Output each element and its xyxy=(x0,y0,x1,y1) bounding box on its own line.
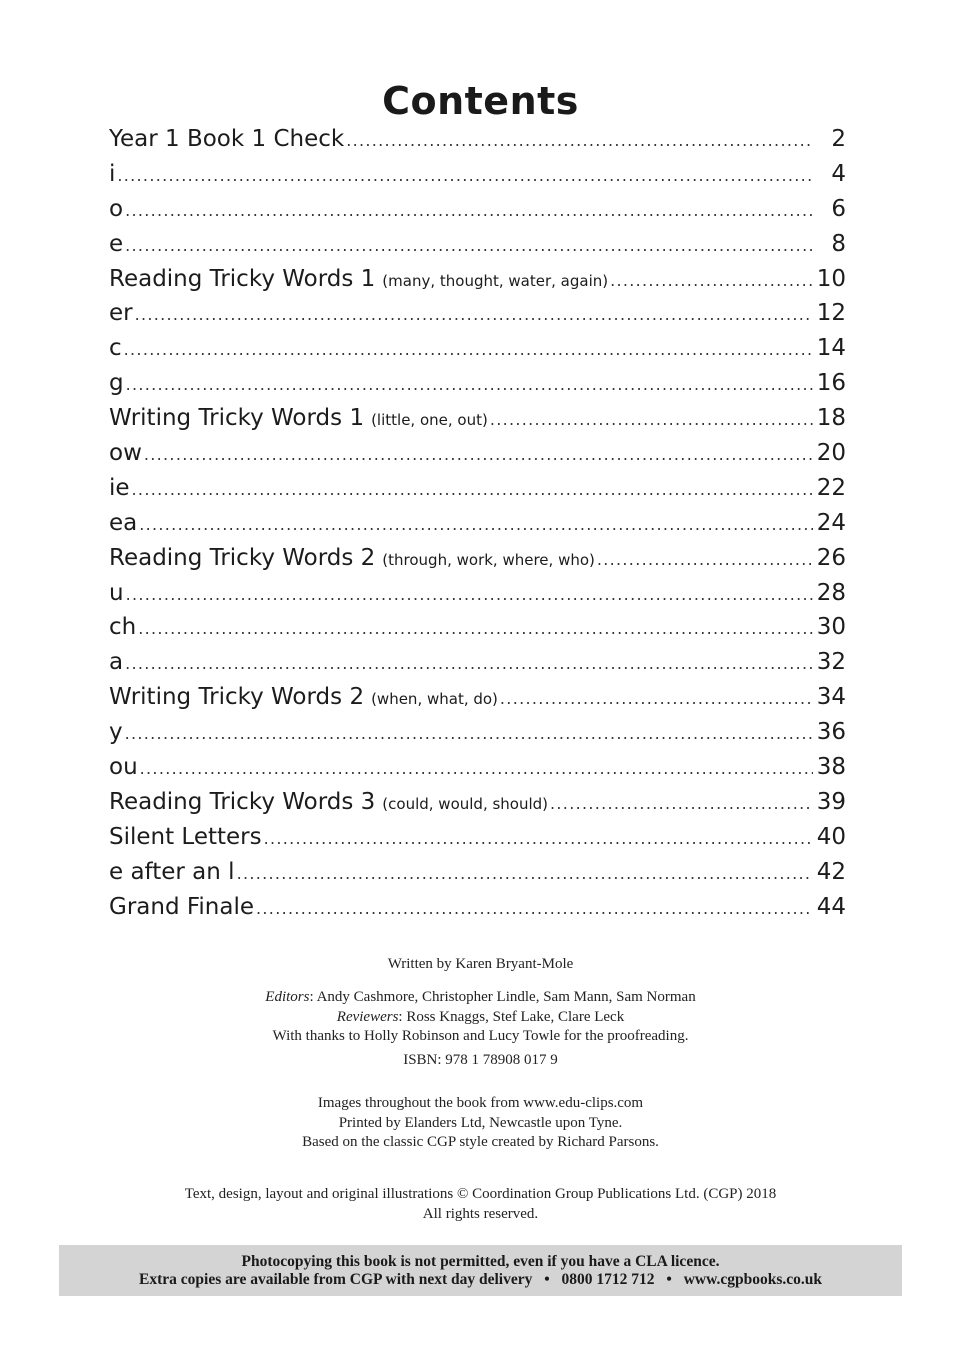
toc-entry[interactable] xyxy=(109,541,846,576)
style-credit: Based on the classic CGP style created by Richard Parsons. xyxy=(302,1134,659,1150)
dot-leader xyxy=(125,717,813,750)
toc-entry-title: ch xyxy=(109,614,137,641)
isbn: ISBN: 978 1 78908 017 9 xyxy=(403,1051,558,1068)
toc-entry-words: (many, thought, water, again) xyxy=(382,271,609,290)
toc-page-number: 6 xyxy=(831,195,846,222)
thanks-line: With thanks to Holly Robinson and Lucy Towle for the proofreading. xyxy=(272,1028,689,1044)
dot-leader xyxy=(490,403,813,436)
toc-entry[interactable] xyxy=(109,331,846,366)
toc-entry[interactable] xyxy=(109,227,846,262)
toc-page-number: 28 xyxy=(816,579,846,606)
toc-entry-title: ou xyxy=(109,754,138,781)
toc-entry[interactable] xyxy=(109,855,846,890)
author-credit xyxy=(0,955,961,975)
editors-line xyxy=(0,988,961,1008)
website-link[interactable]: www.cgpbooks.co.uk xyxy=(683,1270,822,1288)
toc-page-number: 34 xyxy=(816,684,846,711)
dot-leader xyxy=(500,682,813,715)
toc-entry[interactable] xyxy=(109,610,846,645)
toc-entry-words: (little, one, out) xyxy=(371,411,488,430)
toc-entry-title: ea xyxy=(109,509,138,536)
toc-page-number: 14 xyxy=(816,335,846,362)
toc-entry-title: c xyxy=(109,335,122,362)
dot-leader xyxy=(117,159,813,192)
toc-entry-title: g xyxy=(109,370,124,397)
photocopy-notice: Photocopying this book is not permitted, even if you have a CLA licence. xyxy=(241,1253,720,1270)
dot-leader xyxy=(256,892,813,925)
toc-entry[interactable] xyxy=(109,366,846,401)
reviewers-label: Reviewers xyxy=(336,1008,399,1025)
toc-entry-title: Writing Tricky Words 1 xyxy=(109,405,365,432)
editorial-credits xyxy=(0,988,961,1070)
toc-entry[interactable] xyxy=(109,296,846,331)
toc-page-number: 44 xyxy=(816,893,846,920)
toc-entry[interactable] xyxy=(109,506,846,541)
toc-entry-title: ow xyxy=(109,440,142,467)
toc-page-number: 38 xyxy=(816,754,846,781)
phone-number: 0800 1712 712 xyxy=(561,1270,655,1288)
toc-entry-title: Grand Finale xyxy=(109,893,255,920)
dot-leader xyxy=(550,787,813,820)
bullet-separator: • xyxy=(544,1270,550,1288)
toc-page-number: 36 xyxy=(816,719,846,746)
toc-entry[interactable] xyxy=(109,401,846,436)
order-info xyxy=(59,1271,902,1289)
toc-entry[interactable] xyxy=(109,820,846,855)
dot-leader xyxy=(135,298,813,331)
photocopy-notice-bar xyxy=(59,1245,902,1296)
toc-page-number: 16 xyxy=(816,370,846,397)
toc-entry[interactable] xyxy=(109,122,846,157)
toc-entry-title: e xyxy=(109,230,124,257)
toc-entry-title: i xyxy=(109,160,116,187)
dot-leader xyxy=(126,368,813,401)
toc-page-number: 4 xyxy=(831,160,846,187)
dot-leader xyxy=(125,647,813,680)
toc-entry[interactable] xyxy=(109,785,846,820)
toc-page-number: 2 xyxy=(831,126,846,152)
dot-leader xyxy=(124,333,813,366)
toc-entry-title: Reading Tricky Words 3 xyxy=(109,788,376,815)
rights-line: All rights reserved. xyxy=(422,1205,539,1222)
toc-entry-words: (through, work, where, who) xyxy=(382,550,595,569)
toc-entry[interactable] xyxy=(109,157,846,192)
toc-entry[interactable] xyxy=(109,436,846,471)
printer-credit: Printed by Elanders Ltd, Newcastle upon Tyne. xyxy=(338,1114,623,1131)
toc-entry-words: (could, would, should) xyxy=(382,794,549,813)
toc-entry[interactable] xyxy=(109,471,846,506)
toc-entry[interactable] xyxy=(109,645,846,680)
contents-list xyxy=(109,122,846,924)
dot-leader xyxy=(126,578,813,611)
toc-entry-words: (when, what, do) xyxy=(371,690,498,709)
reviewers-names: : Ross Knaggs, Stef Lake, Clare Leck xyxy=(398,1008,625,1025)
dot-leader xyxy=(140,752,813,785)
toc-entry-title: o xyxy=(109,195,124,222)
toc-page-number: 42 xyxy=(816,858,846,885)
dot-leader xyxy=(138,612,813,645)
bullet-separator: • xyxy=(666,1270,672,1288)
toc-page-number: 40 xyxy=(816,823,846,850)
toc-entry-title: er xyxy=(109,300,133,327)
toc-entry-title: e after an l xyxy=(109,858,235,885)
toc-page-number: 12 xyxy=(816,300,846,327)
toc-entry[interactable] xyxy=(109,680,846,715)
toc-page-number: 39 xyxy=(816,788,846,815)
toc-entry-title: ie xyxy=(109,474,130,501)
toc-entry[interactable] xyxy=(109,262,846,297)
toc-entry-title: Reading Tricky Words 1 xyxy=(109,265,376,292)
toc-entry[interactable] xyxy=(109,576,846,611)
toc-page-number: 20 xyxy=(816,440,846,467)
toc-page-number: 24 xyxy=(816,509,846,536)
extra-copies-text: Extra copies are available from CGP with next day delivery xyxy=(139,1270,533,1288)
toc-page-number: 8 xyxy=(831,230,846,257)
toc-page-number: 10 xyxy=(816,265,846,292)
dot-leader xyxy=(132,473,813,506)
dot-leader xyxy=(144,438,813,471)
toc-page-number: 18 xyxy=(816,405,846,432)
dot-leader xyxy=(264,822,813,855)
toc-entry[interactable] xyxy=(109,192,846,227)
dot-leader xyxy=(237,857,813,890)
page-title: Contents xyxy=(382,79,579,124)
editors-names: : Andy Cashmore, Christopher Lindle, Sam Mann, Sam Norman xyxy=(309,989,696,1005)
dot-leader xyxy=(139,508,813,541)
toc-entry-title: Year 1 Book 1 Check xyxy=(109,126,345,152)
toc-entry[interactable] xyxy=(109,890,846,925)
written-by: Written by Karen Bryant-Mole xyxy=(387,956,574,972)
dot-leader xyxy=(125,229,813,262)
toc-page-number: 32 xyxy=(816,649,846,676)
dot-leader xyxy=(125,194,813,227)
toc-entry-title: Silent Letters xyxy=(109,823,262,850)
dot-leader xyxy=(597,543,813,576)
dot-leader xyxy=(346,124,813,157)
dot-leader xyxy=(610,264,813,297)
toc-entry[interactable] xyxy=(109,750,846,785)
toc-entry-title: Writing Tricky Words 2 xyxy=(109,684,365,711)
copyright-notice xyxy=(0,1185,961,1224)
toc-entry-title: a xyxy=(109,649,124,676)
images-credit: Images throughout the book from www.edu-clips.com xyxy=(317,1095,644,1111)
toc-entry-title: y xyxy=(109,719,123,746)
toc-entry-title: u xyxy=(109,579,124,606)
reviewers-line xyxy=(0,1008,961,1028)
production-credits xyxy=(0,1094,961,1153)
toc-page-number: 30 xyxy=(816,614,846,641)
editors-label: Editors xyxy=(265,989,310,1005)
copyright-line: Text, design, layout and original illustrations © Coordination Group Publications Ltd. (CGP) 2018 xyxy=(184,1186,777,1202)
toc-page-number: 22 xyxy=(816,474,846,501)
toc-page-number: 26 xyxy=(816,544,846,571)
toc-entry-title: Reading Tricky Words 2 xyxy=(109,544,376,571)
toc-entry[interactable] xyxy=(109,715,846,750)
